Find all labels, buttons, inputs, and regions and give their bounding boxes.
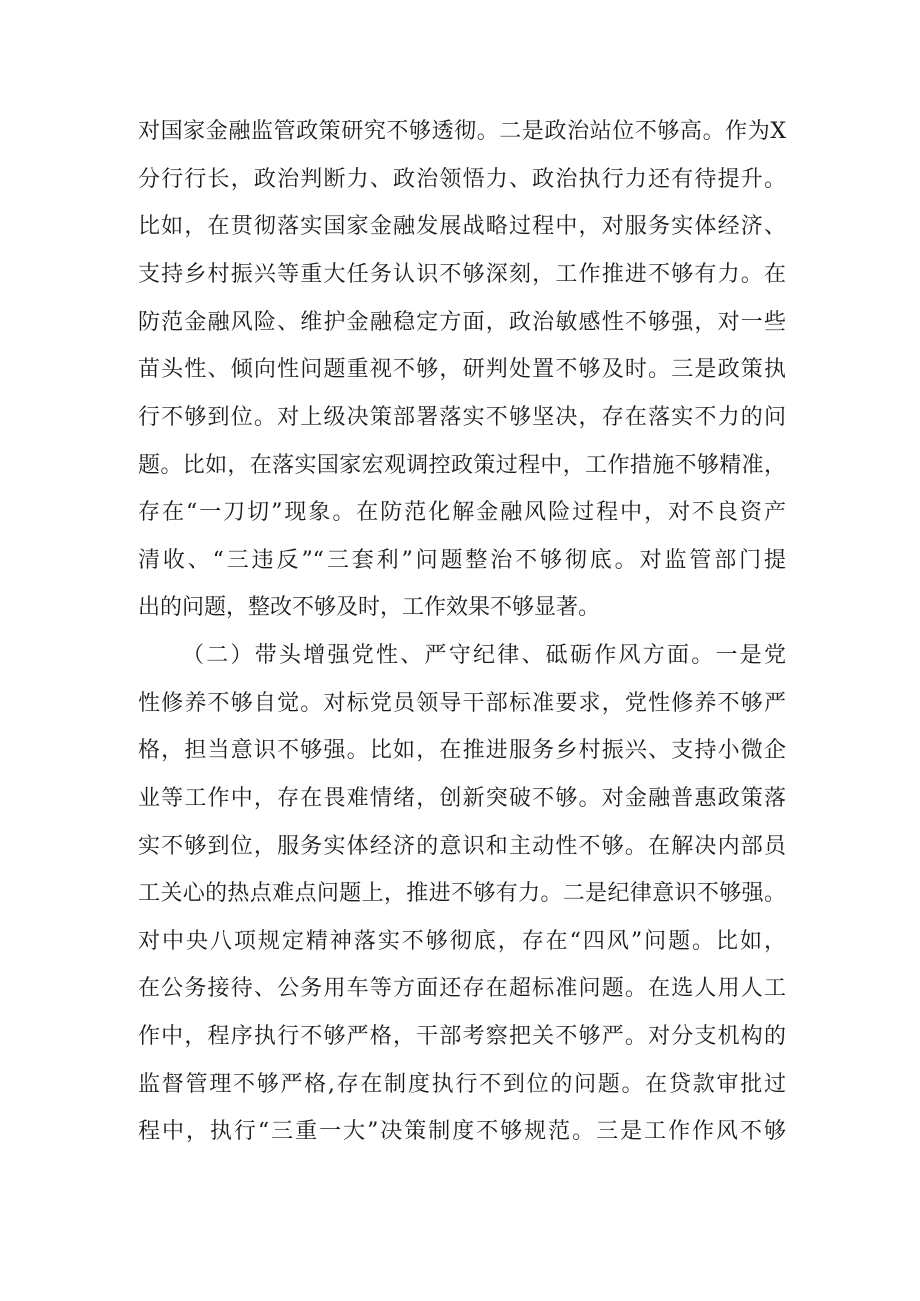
paragraph-1-line-8: 题。比如，在落实国家宏观调控政策过程中，工作措施不够精准， [138, 453, 786, 478]
paragraph-1-line-5: 防范金融风险、维护金融稳定方面，政治敏感性不够强，对一些 [138, 310, 786, 335]
paragraph-2-line-1: （二）带头增强党性、严守纪律、砥砺作风方面。一是党 [182, 643, 786, 668]
paragraph-2-line-6: 工关心的热点难点问题上，推进不够有力。二是纪律意识不够强。 [138, 881, 786, 906]
paragraph-1-line-11: 出的问题，整改不够及时，工作效果不够显著。 [138, 595, 601, 620]
paragraph-2-line-11: 程中，执行“三重一大”决策制度不够规范。三是工作作风不够 [138, 1119, 786, 1144]
paragraph-1-line-7: 行不够到位。对上级决策部署落实不够坚决，存在落实不力的问 [138, 405, 786, 430]
paragraph-1-line-9: 存在“一刀切”现象。在防范化解金融风险过程中，对不良资产 [138, 500, 786, 525]
paragraph-2-line-8: 在公务接待、公务用车等方面还存在超标准问题。在选人用人工 [138, 976, 786, 1001]
paragraph-1-line-3: 比如，在贯彻落实国家金融发展战略过程中，对服务实体经济、 [138, 214, 786, 239]
paragraph-2-line-7: 对中央八项规定精神落实不够彻底，存在“四风”问题。比如， [138, 929, 786, 954]
paragraph-1-line-1: 对国家金融监管政策研究不够透彻。二是政治站位不够高。作为X [138, 119, 786, 144]
paragraph-1-line-6: 苗头性、倾向性问题重视不够，研判处置不够及时。三是政策执 [138, 357, 786, 382]
paragraph-1-line-2: 分行行长，政治判断力、政治领悟力、政治执行力还有待提升。 [138, 167, 786, 192]
paragraph-2-line-9: 作中，程序执行不够严格，干部考察把关不够严。对分支机构的 [138, 1024, 786, 1049]
paragraph-2-line-10: 监督管理不够严格,存在制度执行不到位的问题。在贷款审批过 [138, 1072, 786, 1097]
paragraph-2-line-2: 性修养不够自觉。对标党员领导干部标准要求，党性修养不够严 [138, 691, 786, 716]
paragraph-2-line-3: 格，担当意识不够强。比如，在推进服务乡村振兴、支持小微企 [138, 738, 786, 763]
paragraph-2-line-5: 实不够到位，服务实体经济的意识和主动性不够。在解决内部员 [138, 834, 786, 859]
paragraph-1-line-4: 支持乡村振兴等重大任务认识不够深刻，工作推进不够有力。在 [138, 262, 786, 287]
paragraph-1-line-10: 清收、“三违反”“三套利”问题整治不够彻底。对监管部门提 [138, 548, 786, 573]
paragraph-2-line-4: 业等工作中，存在畏难情绪，创新突破不够。对金融普惠政策落 [138, 786, 786, 811]
